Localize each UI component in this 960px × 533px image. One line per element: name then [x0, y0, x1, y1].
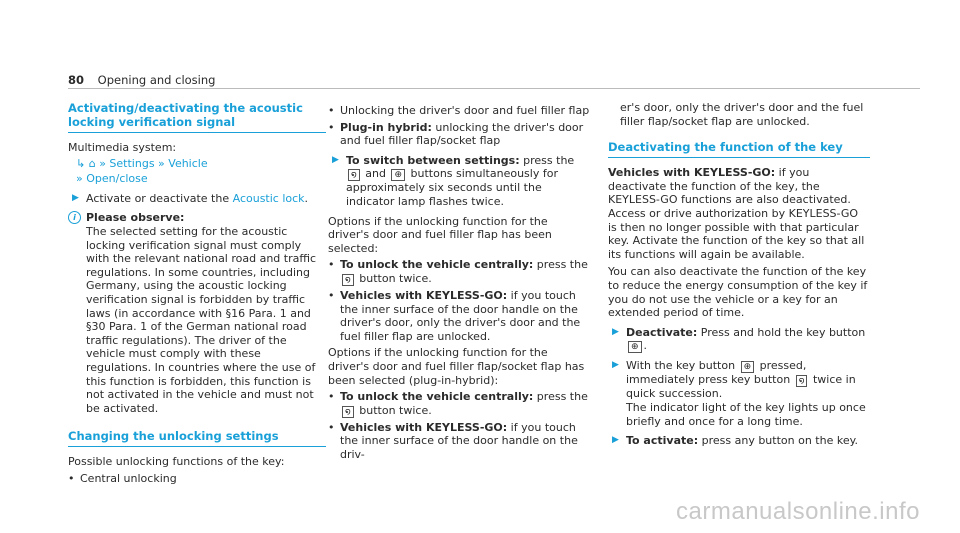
home-icon[interactable]: ⌂ — [88, 156, 96, 170]
note-body: The selected setting for the acoustic locking verification signal must comply with the relevant national road and traffic regulations. In some countries, including Germany, using the acoustic locking verification signal is forbidden by traffic laws (in accordance with §16 Para. 1 and §30 Para. 1 of the German national road traffic regulations). The driver of the vehicle must comply with these regulations. In countries where the use of this function is forbidden, this function is not activated in the vehicle and must not be activated. — [86, 224, 317, 415]
info-icon: i — [68, 211, 81, 224]
step-arrow-icon: ▶ — [72, 192, 79, 203]
step-key-sequence: ▶ With the key button ⊕ pressed, immediately press key button ໑ twice in quick succession. The indicator light of the key lights up once briefly and once for a long time. — [612, 359, 866, 428]
heading-deactivate-key: Deactivating the function of the key — [608, 140, 870, 158]
list-item: • To unlock the vehicle centrally: press the ໑ button twice. — [328, 390, 588, 417]
section-title: Opening and closing — [97, 73, 216, 87]
possible-functions: Possible unlocking functions of the key: — [68, 455, 285, 469]
step-arrow-icon: ▶ — [612, 326, 619, 337]
intro-text: Multimedia system: — [68, 141, 177, 154]
watermark: carmanualsonline.info — [676, 498, 920, 526]
note-block — [68, 211, 326, 415]
heading-unlocking-settings: Changing the unlocking settings — [68, 429, 326, 447]
unlock-key-icon: ໑ — [342, 406, 354, 418]
unlock-key-icon: ໑ — [796, 375, 808, 387]
page-number: 80 — [68, 73, 85, 87]
list-item: • Vehicles with KEYLESS-GO: if you touch the inner surface of the door handle on the driv- — [328, 420, 578, 461]
unlock-key-icon: ໑ — [348, 169, 360, 181]
list-item: • To unlock the vehicle centrally: press the ໑ button twice. — [328, 258, 588, 285]
step-switch-settings: ▶ To switch between settings: press the ໑ and ⊕ buttons simultaneously for approximately six seconds until the indicator lamp flashes twice. — [332, 153, 575, 208]
path-open-close[interactable]: » Open/close — [76, 172, 148, 186]
step-end: . — [304, 191, 309, 205]
energy-paragraph: You can also deactivate the function of the key to reduce the energy consumption of the key if you do not use the vehicle or a key for an extended period of time. — [608, 265, 868, 320]
step-activate — [68, 192, 326, 206]
keyless-paragraph: Vehicles with KEYLESS-GO: if you deactivate the function of the key, the KEYLESS-GO functions are also deactivated. Access or drive authorization by KEYLESS-GO is then no longer possible with that particular key. Activate the function of the key so that all its functions will again be available. — [608, 166, 865, 261]
header-divider — [68, 88, 920, 89]
lock-key-icon: ⊕ — [741, 361, 755, 373]
column-2 — [328, 101, 590, 464]
heading-acoustic-locking: Activating/deactivating the acoustic locking verification signal — [68, 101, 326, 133]
step-deactivate: ▶ Deactivate: Press and hold the key button ⊕ . — [612, 325, 866, 353]
continued-text: er's door, only the driver's door and the fuel filler flap/socket flap are unlocked. — [620, 101, 864, 128]
step-activate-key: ▶ To activate: press any button on the key. — [612, 434, 859, 448]
lock-key-icon: ⊕ — [628, 341, 642, 353]
page-header — [68, 74, 215, 88]
path-vehicle[interactable]: » Vehicle — [158, 156, 208, 170]
column-1 — [68, 101, 326, 488]
step-arrow-icon: ▶ — [612, 435, 619, 446]
menu-path — [76, 157, 326, 171]
step-text: Activate or deactivate the — [86, 191, 233, 205]
list-item: • Vehicles with KEYLESS-GO: if you touch the inner surface of the door handle on the driver's door, only the driver's door and the fuel filler flap are unlocked. — [328, 288, 581, 343]
return-arrow-icon: ↳ — [76, 156, 86, 170]
unlock-key-icon: ໑ — [342, 274, 354, 286]
list-item: • Plug-in hybrid: unlocking the driver's door and fuel filler flap/socket flap — [328, 120, 584, 148]
note-title: Please observe: — [86, 211, 185, 225]
lock-key-icon: ⊕ — [391, 169, 405, 181]
options-1: Options if the unlocking function for the driver's door and fuel filler flap has been selected: — [328, 214, 552, 255]
column-3 — [608, 101, 870, 454]
path-settings[interactable]: » Settings — [99, 156, 155, 170]
acoustic-lock-link[interactable]: Acoustic lock — [232, 191, 305, 205]
step-arrow-icon: ▶ — [332, 154, 339, 165]
options-2: Options if the unlocking function for the driver's door and fuel filler flap/socket flap has been selected (plug-in-hybrid): — [328, 346, 585, 387]
step-arrow-icon: ▶ — [612, 360, 619, 371]
list-item: • Unlocking the driver's door and fuel filler flap — [328, 104, 590, 117]
list-item: • Central unlocking — [68, 471, 177, 485]
